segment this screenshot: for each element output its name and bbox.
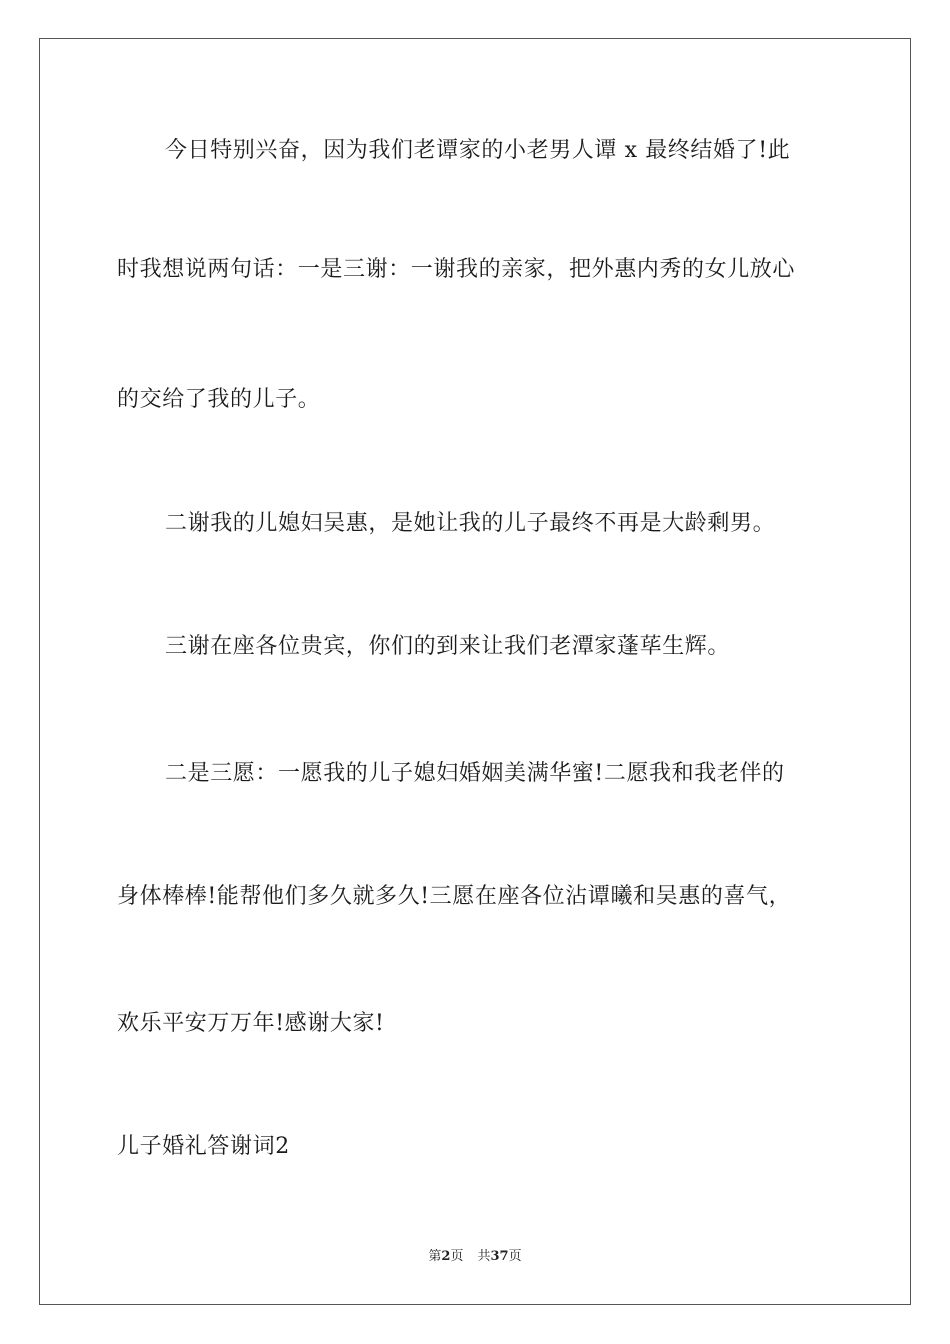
paragraph-4-line-2: 身体棒棒!能帮他们多久就多久!三愿在座各位沾谭曦和吴惠的喜气， [117,884,792,909]
page-number: 2 [441,1249,451,1264]
paragraph-2-line-1: 二谢我的儿媳妇吴惠，是她让我的儿子最终不再是大龄剩男。 [165,511,776,536]
paragraph-1-line-1: 今日特别兴奋，因为我们老谭家的小老男人谭 x 最终结婚了!此 [165,138,791,163]
total-pages: 37 [490,1249,509,1264]
paragraph-4-line-1: 二是三愿：一愿我的儿子媳妇婚姻美满华蜜!二愿我和我老伴的 [165,761,785,786]
page-suffix: 页 [450,1249,464,1264]
paragraph-1-line-3: 的交给了我的儿子。 [117,387,321,412]
page-frame [39,38,911,1305]
paragraph-1-line-2: 时我想说两句话：一是三谢：一谢我的亲家，把外惠内秀的女儿放心 [117,257,796,282]
paragraph-4-line-3: 欢乐平安万万年!感谢大家! [117,1011,385,1036]
paragraph-3-line-1: 三谢在座各位贵宾，你们的到来让我们老潭家蓬荜生辉。 [165,634,731,659]
total-suffix: 页 [508,1249,522,1264]
section-heading: 儿子婚礼答谢词2 [117,1134,290,1159]
page-prefix: 第 [428,1249,442,1264]
total-prefix: 共 [477,1249,491,1264]
page-footer [0,1248,950,1266]
